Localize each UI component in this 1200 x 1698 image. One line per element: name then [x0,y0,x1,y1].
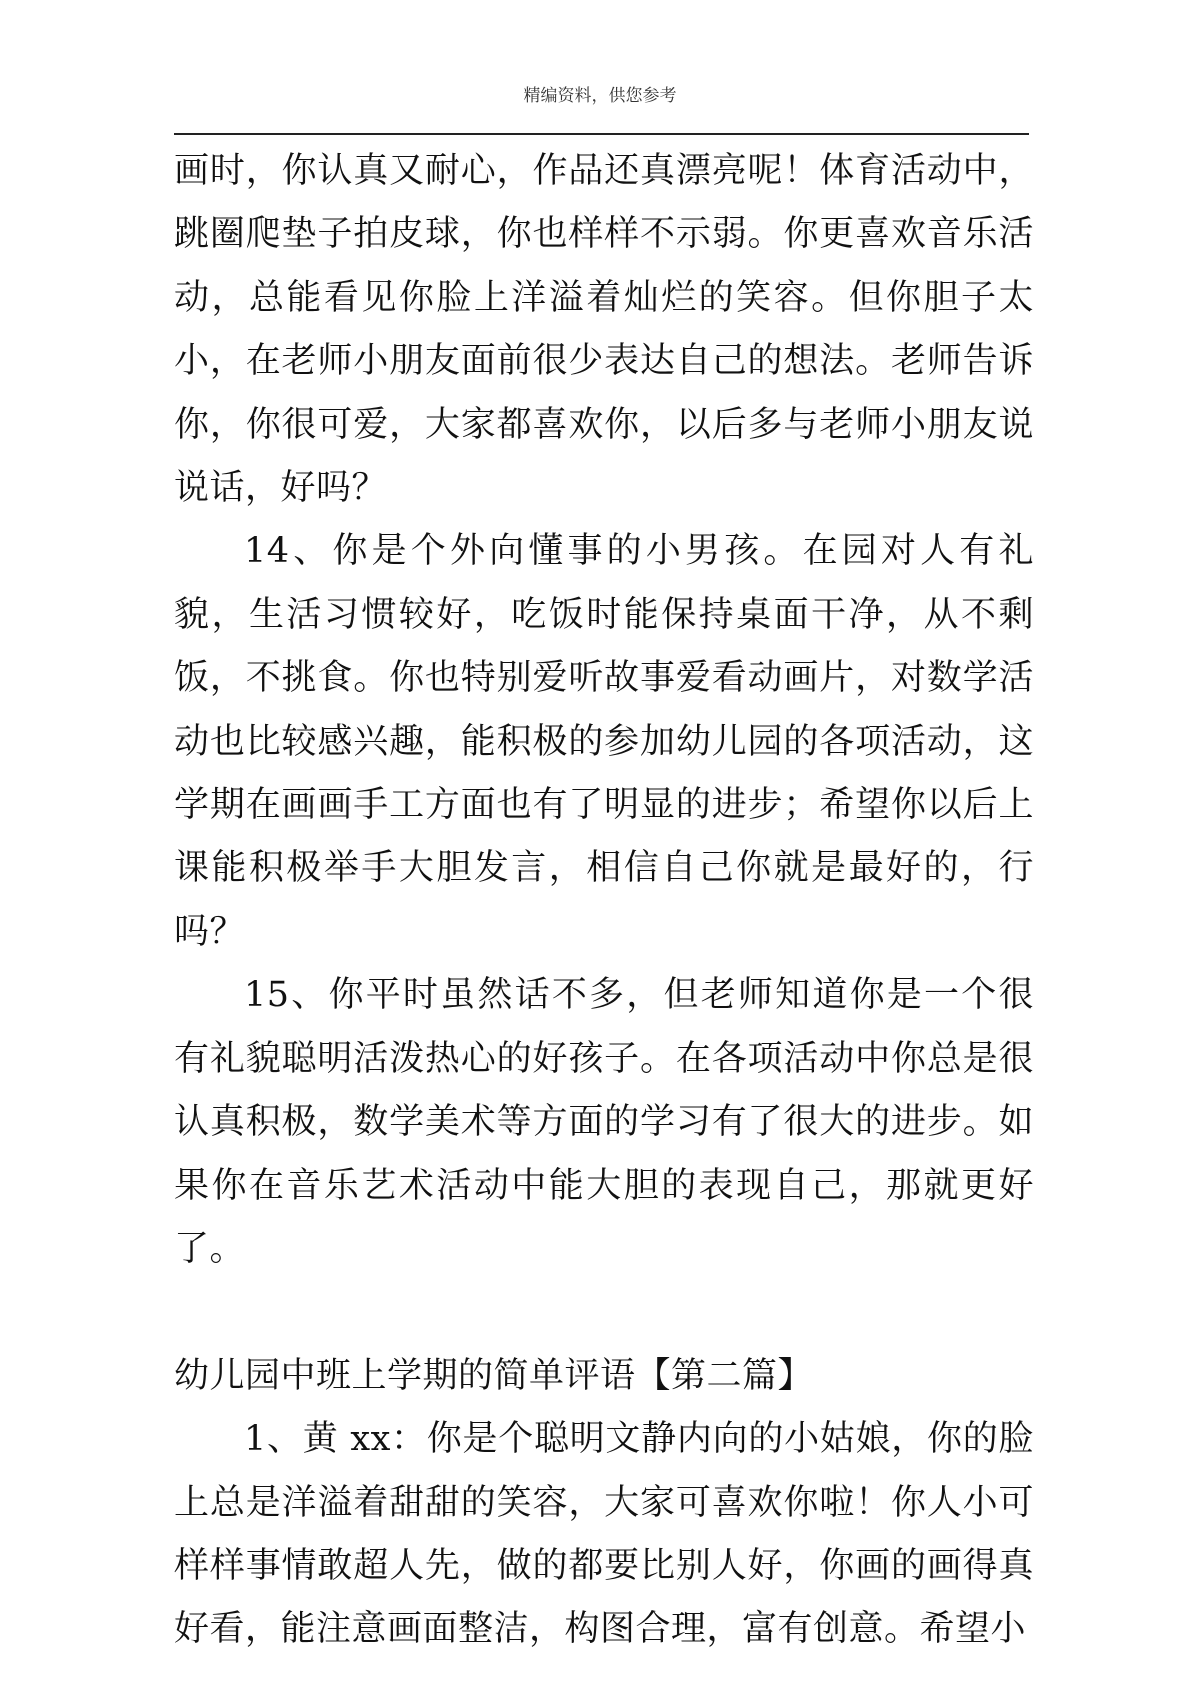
section-title: 幼儿园中班上学期的简单评语【第二篇】 [174,1355,814,1396]
page-header: 精编资料，供您参考 [523,86,677,106]
document-body [174,140,1034,1662]
paragraph-item-14: 14、你是个外向懂事的小男孩。在园对人有礼貌，生活习惯较好，吃饭时能保持桌面干净，从不剩饭，不挑食。你也特别爱听故事爱看动画片，对数学活动也比较感兴趣，能积极的参加幼儿园的各项活动，这学期在画画手工方面也有了明显的进步；希望你以后上课能积极举手大胆发言，相信自己你就是最好的，行吗？ [174,531,1034,952]
paragraph-item-1: 1、黄 xx：你是个聪明文静内向的小姑娘，你的脸上总是洋溢着甜甜的笑容，大家可喜欢你啦！你人小可样样事情敢超人先，做的都要比别人好，你画的画得真好看，能注意画面整洁，构图合理，富有创意。希望小 [174,1419,1034,1650]
paragraph-item-15: 15、你平时虽然话不多，但老师知道你是一个很有礼貌聪明活泼热心的好孩子。在各项活动中你总是很认真积极，数学美术等方面的学习有了很大的进步。如果你在音乐艺术活动中能大胆的表现自己，那就更好了。 [174,975,1034,1269]
header-divider [174,133,1029,135]
paragraph-continuation: 画时，你认真又耐心，作品还真漂亮呢！体育活动中，跳圈爬垫子拍皮球，你也样样不示弱。你更喜欢音乐活动，总能看见你脸上洋溢着灿烂的笑容。但你胆子太小，在老师小朋友面前很少表达自己的想法。老师告诉你，你很可爱，大家都喜欢你，以后多与老师小朋友说说话，好吗？ [174,151,1034,509]
